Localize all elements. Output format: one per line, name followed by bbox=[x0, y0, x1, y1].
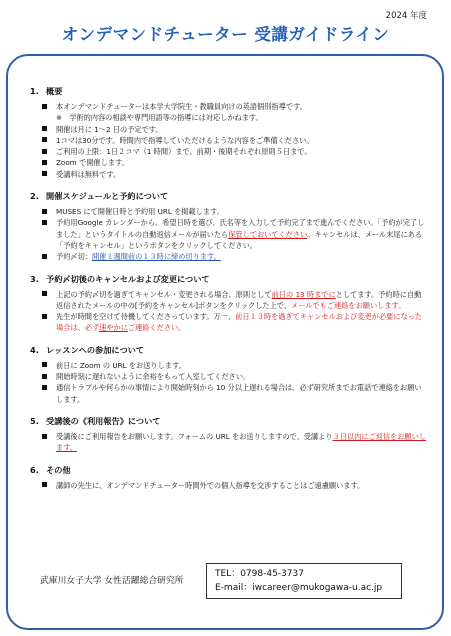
section-lesson bbox=[30, 345, 426, 405]
section-heading: 5. 受講後の《利用報告》について bbox=[30, 415, 161, 426]
list-item: 上記の予約〆切を過ぎてキャンセル・変更される場合、原則として前日の 13 時までにとしてます。予約時に自動返信されたメールの中の[予約をキャンセル]ボタンをクリックした上で、メールでもご連絡をお願いします。 bbox=[42, 289, 426, 312]
emphasis-text: 保管しておいてください bbox=[228, 229, 308, 239]
list-item: MUSES にて開催日時と予約用 URL を掲載します。 bbox=[42, 206, 426, 217]
emphasis-text: 前日の 13 時までに bbox=[271, 289, 336, 299]
note-text: ※ 学術的内容の相談や専門用語等の指導には対応しかねます。 bbox=[56, 113, 263, 123]
bullet-icon bbox=[42, 314, 47, 319]
phone-number: TEL：0798-45-3737 bbox=[215, 569, 304, 579]
emphasis-text: メールでもご連絡をお願いします。 bbox=[291, 300, 406, 310]
emphasis-text: ３日以内にご返信をお願いします。 bbox=[56, 431, 426, 453]
page-title: オンデマンドチューター 受講ガイドライン bbox=[61, 25, 390, 44]
list-item: 本オンデマンドチューターは本学大学院生・教職員向けの英語個別指導です。 bbox=[42, 101, 426, 112]
list-item: ご利用の上限：1日２コマ（1 時間）まで。前期・後期それぞれ原則５日まで。 bbox=[42, 146, 426, 157]
section-other bbox=[30, 465, 426, 491]
bullet-icon bbox=[42, 149, 47, 154]
contact-box bbox=[206, 563, 402, 599]
list-item: 開催は月に 1～2 日の予定です。 bbox=[42, 124, 426, 135]
list-item: 予約〆切：開催１週間前の１３時に締め切ります。 bbox=[42, 251, 426, 262]
emphasis-text: 速やかに bbox=[99, 323, 128, 333]
list-item: 受講後にご利用報告をお願いします。フォームの URL をお送りしますので、受講より３日以内にご返信をお願いします。 bbox=[42, 431, 426, 454]
year-label: 2024 年度 bbox=[385, 11, 427, 21]
deadline-text: 開催１週間前の１３時に締め切ります。 bbox=[91, 252, 221, 262]
list-item: 開始時刻に遅れないように余裕をもって入室してください。 bbox=[42, 371, 426, 382]
emphasis-text: 前日１３時を過ぎてキャンセルおよび変更が必要になった場合は、必ず bbox=[56, 312, 423, 333]
list-item: 受講料は無料です。 bbox=[42, 169, 426, 180]
list-item: 先生が時間を空けて待機してくださっています。万一、前日１３時を過ぎてキャンセルおよび変更が必要になった場合は、必ず速やかにご連絡ください。 bbox=[42, 311, 426, 334]
bullet-icon bbox=[42, 362, 47, 367]
emphasis-text: ご連絡ください。 bbox=[127, 323, 186, 333]
bullet-icon bbox=[42, 254, 47, 259]
bullet-icon bbox=[42, 291, 47, 296]
email-address[interactable]: E-mail：iwcareer@mukogawa-u.ac.jp bbox=[215, 582, 383, 593]
bullet-icon bbox=[42, 171, 47, 176]
bullet-icon bbox=[42, 434, 47, 439]
section-cancellation bbox=[30, 274, 426, 334]
section-heading: 2. 開催スケジュールと予約について bbox=[30, 191, 169, 202]
bullet-icon bbox=[42, 385, 47, 390]
bullet-icon bbox=[42, 209, 47, 214]
list-item: 通信トラブルや何らかの事情により開始時刻から 10 分以上遅れる場合は、必ず研究所までお電話で連絡をお願いします。 bbox=[42, 382, 426, 405]
section-heading: 3. 予約〆切後のキャンセルおよび変更について bbox=[30, 273, 210, 284]
section-heading: 4. レッスンへの参加について bbox=[30, 344, 145, 355]
list-item: 講師の先生に、オンデマンドチューター時間外での個人指導を交渉することはご遠慮願います。 bbox=[42, 480, 426, 491]
bullet-icon bbox=[42, 104, 47, 109]
list-item: 予約用Google カレンダーから、希望日時を選び、氏名等を入力して予約完了まで進んでください。「予約が完了しました」というタイトルの自動返信メールが届いたら保管しておいてください。キャンセルは、メール末尾にある「予約をキャンセル」というボタンをクリックしてください。 bbox=[42, 217, 426, 251]
section-heading: 6. その他 bbox=[30, 464, 71, 475]
bullet-icon bbox=[42, 374, 47, 379]
bullet-icon bbox=[42, 126, 47, 131]
section-schedule bbox=[30, 191, 426, 262]
list-item: 前日に Zoom の URL をお送りします。 bbox=[42, 360, 426, 371]
section-overview bbox=[30, 86, 426, 180]
list-item: 1コマは30分です。時間内で指導していただけるような内容をご準備ください。 bbox=[42, 135, 426, 146]
organization-name: 武庫川女子大学 女性活躍総合研究所 bbox=[40, 576, 184, 586]
list-item: Zoom で開催します。 bbox=[42, 157, 426, 168]
bullet-icon bbox=[42, 482, 47, 487]
bullet-icon bbox=[42, 160, 47, 165]
bullet-icon bbox=[42, 137, 47, 142]
section-report bbox=[30, 416, 426, 454]
section-heading: 1. 概要 bbox=[30, 86, 63, 96]
guideline-body bbox=[30, 86, 426, 502]
bullet-icon bbox=[42, 220, 47, 225]
